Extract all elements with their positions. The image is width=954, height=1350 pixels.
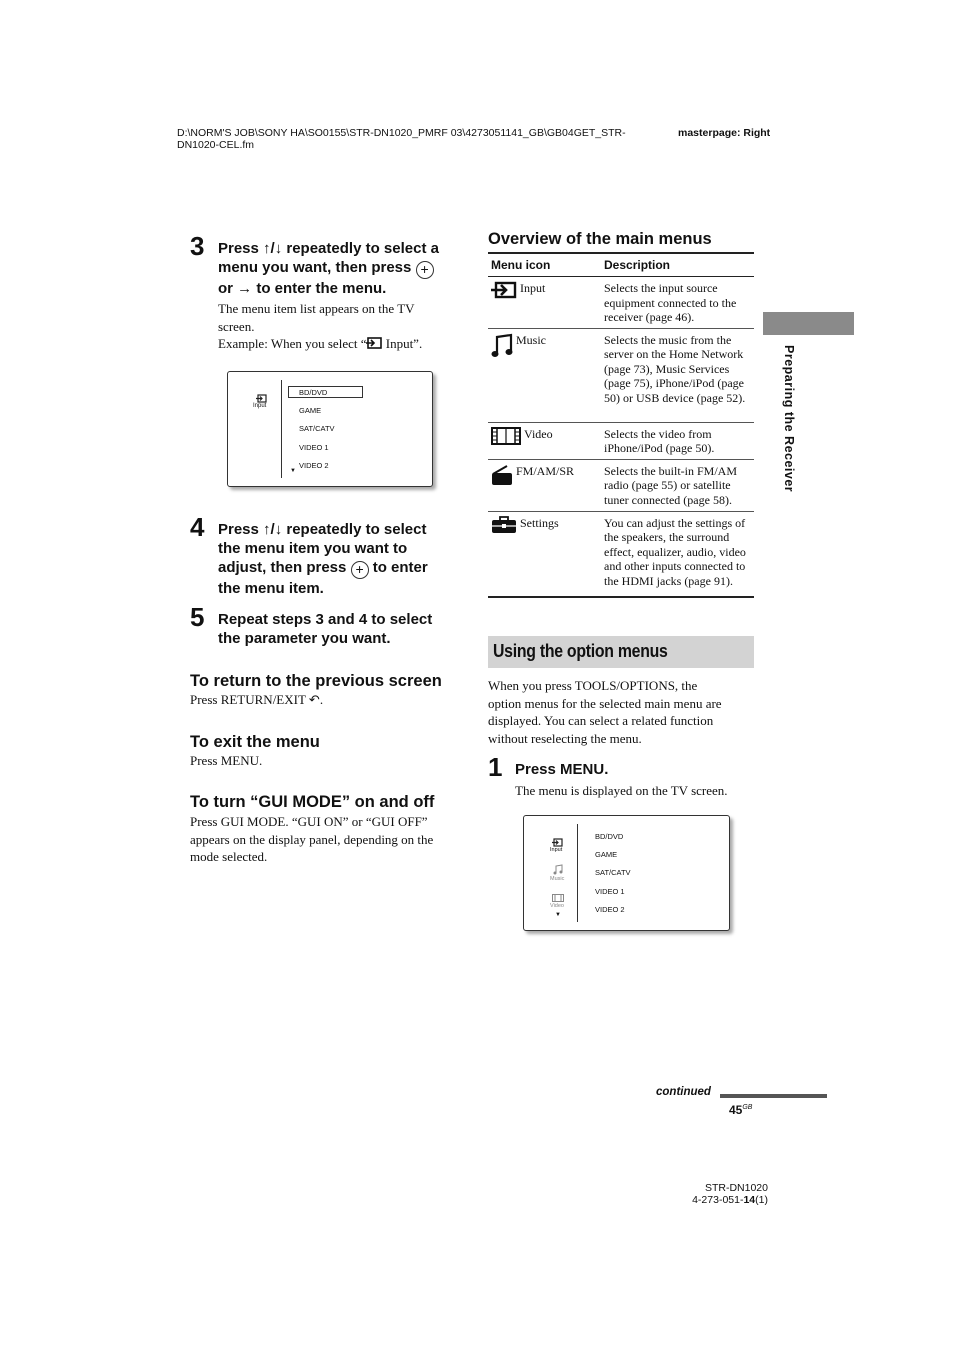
return-heading: To return to the previous screen [190,672,442,690]
screen-icon-label: Video [550,903,564,909]
return-body: Press RETURN/EXIT ↶. [190,692,324,707]
table-header-row [488,253,754,277]
scroll-down-arrow-icon: ▼ [555,912,561,918]
list-item: VIDEO 2 [595,905,625,914]
masterpage-label: masterpage: Right [678,127,771,139]
scroll-down-arrow-icon: ▼ [290,468,296,474]
music-note-icon [553,864,563,875]
column-header: Menu icon [488,253,601,277]
exit-heading: To exit the menu [190,733,320,751]
toolbox-icon [491,516,517,534]
step-3-number: 3 [190,231,205,261]
continued-label: continued [656,1086,711,1098]
option-menus-banner [488,636,754,668]
list-item: VIDEO 1 [299,443,329,452]
input-icon [256,394,267,403]
radio-icon [491,464,513,486]
step-3-body: The menu item list appears on the TV screen. Example: When you select “ Input”. [218,301,423,351]
music-note-icon [491,333,513,359]
list-item: BD/DVD [595,832,624,841]
list-item: GAME [595,850,618,859]
screen-icon-label: Music [550,876,565,882]
step-3-instruction: Press ↑/↓ repeatedly to select a menu you want, then press + or → to enter the menu. [218,240,439,297]
tv-screen-input-menu [227,371,433,487]
screen-divider [281,380,282,478]
table-row: Settings You can adjust the settings of the speakers, the surround effect, equalizer, audio, video and other inputs connected to the HDMI jacks (page 91). [488,511,754,597]
step-4-instruction: Press ↑/↓ repeatedly to select the menu item you want to adjust, then press + to enter the menu item. [218,521,428,597]
step-1-body: The menu is displayed on the TV screen. [515,783,728,798]
section-side-label: Preparing the Receiver [782,345,796,493]
list-item: VIDEO 2 [299,461,329,470]
option-menus-body: When you press TOOLS/OPTIONS, the option menus for the selected main menu are displayed. You can select a related function without reselecting the menu. [488,678,722,746]
enter-button-icon: + [416,261,434,279]
table-row: Input Selects the input source equipment connected to the receiver (page 46). [488,277,754,329]
table-row: FM/AM/SR Selects the built-in FM/AM radio (page 55) or satellite tuner connected (page 58). [488,459,754,511]
screen-icon-label: Input [550,847,563,853]
table-row: Video Selects the video from iPhone/iPod (page 50). [488,422,754,459]
option-menus-heading: Using the option menus [493,641,668,661]
step-5-number: 5 [190,602,205,632]
list-item: BD/DVD [299,388,328,397]
list-item: SAT/CATV [595,868,631,877]
input-icon [366,337,382,349]
step-4-number: 4 [190,512,205,542]
continued-rule [720,1094,827,1098]
column-header: Description [601,253,754,277]
input-icon [491,281,517,299]
gui-mode-body: Press GUI MODE. “GUI ON” or “GUI OFF” appears on the display panel, depending on the mode selected. [190,814,434,864]
film-strip-icon [491,427,521,445]
model-number: STR-DN1020 [704,1182,768,1194]
file-path: D:\NORM'S JOB\SONY HA\SO0155\STR-DN1020_PMRF 03\4273051141_GB\GB04GET_STR- DN1020-CEL.fm [177,127,626,151]
section-tab-marker [763,312,854,335]
list-item: VIDEO 1 [595,887,625,896]
step-5-instruction: Repeat steps 3 and 4 to select the parameter you want. [218,611,433,647]
page-number: $45^{GB}$ [729,1103,753,1117]
list-item: SAT/CATV [299,424,335,433]
enter-button-icon: + [351,561,369,579]
list-item: GAME [299,406,322,415]
overview-heading: Overview of the main menus [488,230,712,248]
step-1-instruction: Press MENU. [515,761,609,778]
input-icon [552,838,563,847]
document-code: 4-273-051-14(1) [692,1194,768,1206]
exit-body: Press MENU. [190,753,263,768]
screen-divider [577,824,578,922]
tv-screen-main-menu [523,815,730,931]
step-1-number: 1 [488,752,503,782]
gui-mode-heading: To turn “GUI MODE” on and off [190,793,435,811]
film-strip-icon [552,894,564,902]
table-row: Music Selects the music from the server on the Home Network (page 73), Music Services (page 75), iPhone/iPod (page 50) or USB device (page 52). [488,328,754,422]
screen-icon-label: Input [253,403,267,409]
main-menu-table [488,252,754,598]
